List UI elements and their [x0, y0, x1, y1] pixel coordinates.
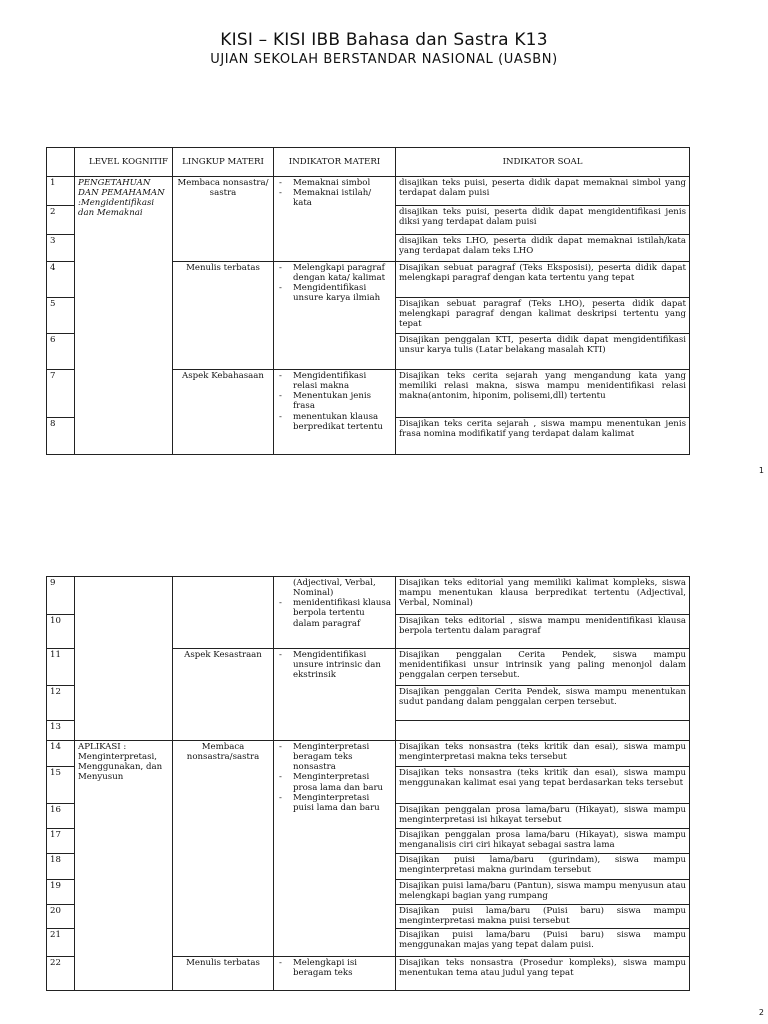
page-number: 2: [758, 1008, 764, 1017]
row-number: 17: [47, 829, 75, 854]
indikator-item: - Menginterpretasi puisi lama dan baru: [277, 793, 392, 813]
indikator-item: - Menginterpretasi prosa lama dan baru: [277, 772, 392, 792]
table-row: [47, 577, 690, 615]
row-number: 6: [47, 334, 75, 370]
table-row: [47, 741, 690, 767]
indikator-materi-cell: [274, 370, 396, 455]
indikator-soal-cell: Disajikan teks nonsastra (teks kritik dan esai), siswa mampu menginterpretasi makna teks tersebut: [396, 741, 690, 767]
indikator-materi-cell: [274, 577, 396, 649]
row-number: 7: [47, 370, 75, 418]
indikator-materi-cell: [274, 957, 396, 991]
row-number: 3: [47, 235, 75, 262]
indikator-soal-cell: Disajikan teks cerita sejarah , siswa mampu menentukan jenis frasa nomina modifikatif yang terdapat dalam kalimat: [396, 418, 690, 455]
indikator-item: - Memaknai simbol: [277, 178, 392, 188]
indikator-item: - Memaknai istilah/ kata: [277, 188, 392, 208]
indikator-item: - Menentukan jenis frasa: [277, 391, 392, 411]
row-number: 15: [47, 767, 75, 804]
table-row: [47, 177, 690, 206]
indikator-item: - Mengidentifikasi unsure karya ilmiah: [277, 283, 392, 303]
lingkup-cell: Membaca nonsastra/sastra: [173, 741, 274, 957]
row-number: 8: [47, 418, 75, 455]
row-number: 20: [47, 905, 75, 929]
table-header-row: [47, 148, 690, 177]
row-number: 5: [47, 298, 75, 334]
row-number: 13: [47, 721, 75, 741]
row-number: 9: [47, 577, 75, 615]
row-number: 19: [47, 880, 75, 905]
header-lingkup: LINGKUP MATERI: [173, 148, 274, 177]
indikator-soal-cell: disajikan teks LHO, peserta didik dapat memaknai istilah/kata yang terdapat dalam teks LHO: [396, 235, 690, 262]
indikator-soal-cell: Disajikan sebuat paragraf (Teks Eksposisi), peserta didik dapat melengkapi paragraf dengan kata tertentu yang tepat: [396, 262, 690, 298]
indikator-soal-cell: Disajikan penggalan prosa lama/baru (Hikayat), siswa mampu menganalisis ciri ciri hikayat sebagai sastra lama: [396, 829, 690, 854]
document-title: KISI – KISI IBB Bahasa dan Sastra K13: [220, 30, 548, 50]
indikator-item: - Mengidentifikasi unsure intrinsic dan ekstrinsik: [277, 650, 392, 680]
indikator-soal-cell: Disajikan puisi lama/baru (gurindam), siswa mampu menginterpretasi makna gurindam tersebut: [396, 854, 690, 880]
row-number: 22: [47, 957, 75, 991]
header-indikator-soal: INDIKATOR SOAL: [396, 148, 690, 177]
indikator-item: - menentukan klausa berpredikat tertentu: [277, 412, 392, 432]
indikator-soal-cell: Disajikan puisi lama/baru (Puisi baru) siswa mampu menggunakan majas yang tepat dalam puisi.: [396, 929, 690, 957]
row-number: 14: [47, 741, 75, 767]
indikator-materi-cell: [274, 262, 396, 370]
lingkup-cell: Membaca nonsastra/ sastra: [173, 177, 274, 262]
indikator-materi-cell: [274, 649, 396, 741]
indikator-soal-cell: Disajikan penggalan Cerita Pendek, siswa mampu menentukan sudut pandang dalam penggalan cerpen tersebut.: [396, 686, 690, 721]
header-level: LEVEL KOGNITIF: [75, 148, 173, 177]
row-number: 12: [47, 686, 75, 721]
indikator-soal-cell: Disajikan teks editorial yang memiliki kalimat kompleks, siswa mampu menentukan klausa berpredikat tertentu (Adjectival, Verbal, Nominal): [396, 577, 690, 615]
page-number: 1: [758, 466, 764, 475]
row-number: 1: [47, 177, 75, 206]
row-number: 18: [47, 854, 75, 880]
indikator-soal-cell: [396, 721, 690, 741]
level-kognitif-cell: [75, 577, 173, 741]
row-number: 2: [47, 206, 75, 235]
lingkup-cell: [173, 577, 274, 649]
indikator-soal-cell: Disajikan teks cerita sejarah yang mengandung kata yang memiliki relasi makna, siswa mampu menidentifikasi relasi makna(antonim, hiponim, polisemi,dll) tertentu: [396, 370, 690, 418]
indikator-soal-cell: Disajikan puisi lama/baru (Pantun), siswa mampu menyusun atau melengkapi bagian yang rumpang: [396, 880, 690, 905]
row-number: 10: [47, 615, 75, 649]
level-kognitif-cell: PENGETAHUAN DAN PEMAHAMAN :Mengidentifikasi dan Memaknai: [75, 177, 173, 455]
indikator-soal-cell: disajikan teks puisi, peserta didik dapat memaknai simbol yang terdapat dalam puisi: [396, 177, 690, 206]
row-number: 11: [47, 649, 75, 686]
indikator-soal-cell: Disajikan penggalan KTI, peserta didik dapat mengidentifikasi unsur karya tulis (Latar belakang masalah KTI): [396, 334, 690, 370]
lingkup-cell: Aspek Kebahasaan: [173, 370, 274, 455]
indikator-item: - Melengkapi isi beragam teks: [277, 958, 392, 978]
level-kognitif-cell: APLIKASI : Menginterpretasi, Menggunakan, dan Menyusun: [75, 741, 173, 991]
indikator-soal-cell: Disajikan sebuat paragraf (Teks LHO), peserta didik dapat melengkapi paragraf dengan kalimat deskripsi tertentu yang tepat: [396, 298, 690, 334]
indikator-soal-cell: Disajikan puisi lama/baru (Puisi baru) siswa mampu menginterpretasi makna puisi tersebut: [396, 905, 690, 929]
header-no: [47, 148, 75, 177]
indikator-item-continued: (Adjectival, Verbal, Nominal): [293, 578, 376, 599]
indikator-soal-cell: disajikan teks puisi, peserta didik dapat mengidentifikasi jenis diksi yang terdapat dalam puisi: [396, 206, 690, 235]
indikator-soal-cell: Disajikan penggalan prosa lama/baru (Hikayat), siswa mampu menginterpretasi isi hikayat tersebut: [396, 804, 690, 829]
indikator-materi-cell: [274, 177, 396, 262]
document-subtitle: UJIAN SEKOLAH BERSTANDAR NASIONAL (UASBN): [210, 52, 558, 67]
indikator-item: - Mengidentifikasi relasi makna: [277, 371, 392, 391]
indikator-item: - Melengkapi paragraf dengan kata/ kalimat: [277, 263, 392, 283]
lingkup-cell: Aspek Kesastraan: [173, 649, 274, 741]
row-number: 4: [47, 262, 75, 298]
lingkup-cell: Menulis terbatas: [173, 262, 274, 370]
indikator-soal-cell: Disajikan teks nonsastra (teks kritik dan esai), siswa mampu menggunakan kalimat esai yang tepat berdasarkan teks tersebut: [396, 767, 690, 804]
indikator-soal-cell: Disajikan penggalan Cerita Pendek, siswa mampu menidentifikasi unsur intrinsik yang paling menonjol dalam penggalan cerpen tersebut.: [396, 649, 690, 686]
header-indikator-materi: INDIKATOR MATERI: [274, 148, 396, 177]
lingkup-cell: Menulis terbatas: [173, 957, 274, 991]
indikator-soal-cell: Disajikan teks editorial , siswa mampu menidentifikasi klausa berpola tertentu dalam paragraf: [396, 615, 690, 649]
indikator-soal-cell: Disajikan teks nonsastra (Prosedur kompleks), siswa mampu menentukan tema atau judul yang tepat: [396, 957, 690, 991]
indikator-materi-cell: [274, 741, 396, 957]
indikator-item: - Menginterpretasi beragam teks nonsastra: [277, 742, 392, 772]
indikator-item: - menidentifikasi klausa berpola tertentu dalam paragraf: [277, 598, 392, 628]
row-number: 21: [47, 929, 75, 957]
row-number: 16: [47, 804, 75, 829]
kisi-table-page-1: [46, 147, 690, 455]
kisi-table-page-2: [46, 576, 690, 991]
